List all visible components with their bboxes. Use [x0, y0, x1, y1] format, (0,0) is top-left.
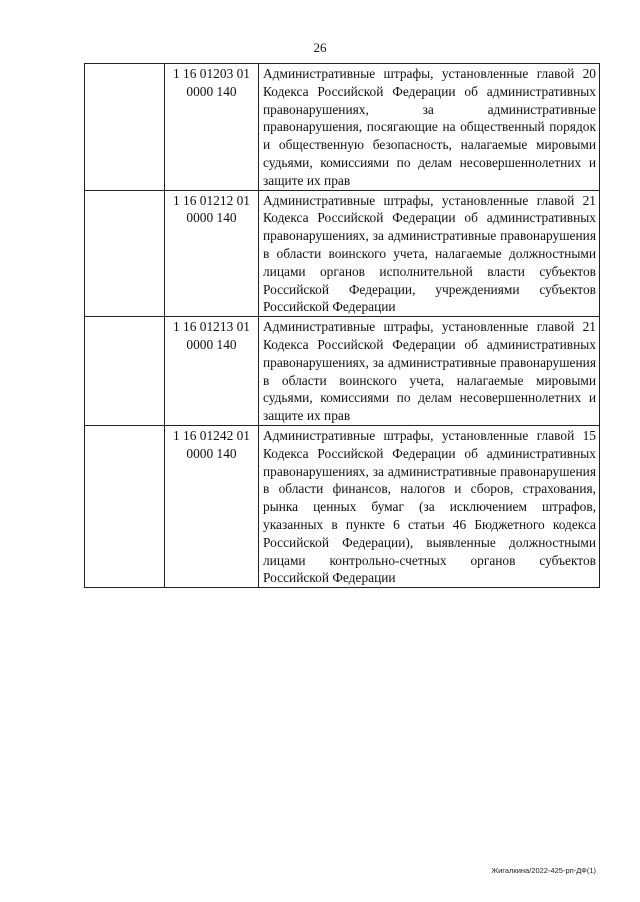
budget-code-line: 0000 140 [186, 210, 237, 226]
budget-code-line: 1 16 01203 01 [173, 66, 250, 81]
revenue-codes-table [84, 63, 600, 588]
empty-cell [85, 64, 165, 191]
table-row [85, 425, 600, 587]
table-row [85, 64, 600, 191]
table-row [85, 190, 600, 317]
empty-cell [85, 317, 165, 426]
empty-cell [85, 190, 165, 317]
budget-code-line: 1 16 01212 01 [173, 192, 250, 208]
budget-code-line: 1 16 01242 01 [173, 427, 250, 443]
empty-cell [85, 425, 165, 587]
budget-code-cell [165, 64, 259, 191]
budget-code-cell [165, 317, 259, 426]
description-cell: Административные штрафы, установленные главой 15 Кодекса Российской Федерации об административных правонарушениях, за административные правонарушения в области финансов, налогов и сборов, страхования, рынка ценных бумаг (за исключением штрафов, указанных в пункте 6 статьи 46 Бюджетного кодекса Российской Федерации), выявленные должностными лицами контрольно-счетных органов субъектов Российской Федерации [259, 425, 600, 587]
budget-code-cell [165, 425, 259, 587]
description-cell: Административные штрафы, установленные главой 21 Кодекса Российской Федерации об административных правонарушениях, за административные правонарушения в области воинского учета, налагаемые должностными лицами органов исполнительной власти субъектов Российской Федерации, учреждениями субъектов Российской Федерации [259, 190, 600, 317]
page-number: 26 [313, 40, 327, 55]
budget-code-line: 0000 140 [186, 336, 237, 352]
document-reference: Жигалкина/2022-425-рп-ДФ(1) [491, 866, 596, 875]
budget-code-line: 0000 140 [186, 83, 237, 99]
budget-code-line: 0000 140 [186, 445, 237, 461]
budget-code-line: 1 16 01213 01 [173, 319, 250, 335]
table-row [85, 317, 600, 426]
description-cell: Административные штрафы, установленные главой 20 Кодекса Российской Федерации об административных правонарушениях, за административные правонарушения, посягающие на общественный порядок и общественную безопасность, налагаемые мировыми судьями, комиссиями по делам несовершеннолетних и защите их прав [259, 64, 600, 191]
budget-code-cell [165, 190, 259, 317]
description-cell: Административные штрафы, установленные главой 21 Кодекса Российской Федерации об административных правонарушениях, за административные правонарушения в области воинского учета, налагаемые мировыми судьями, комиссиями по делам несовершеннолетних и защите их прав [259, 317, 600, 426]
